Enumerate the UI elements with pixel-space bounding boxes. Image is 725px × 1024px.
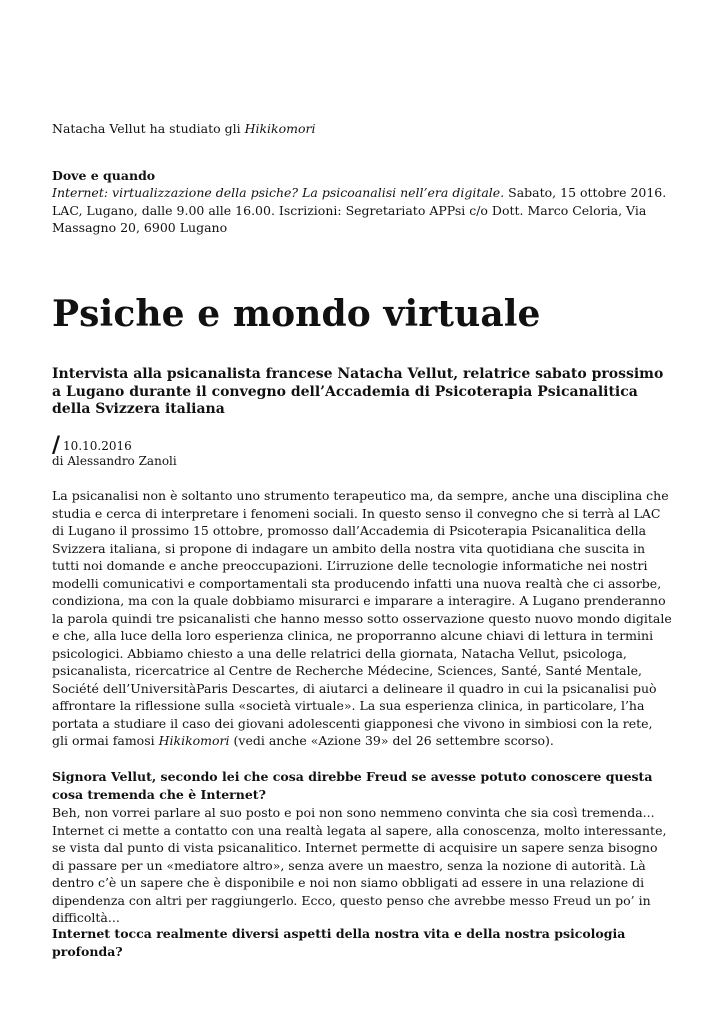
image-caption [52,120,672,138]
intro-text-end: (vedi anche «Azione 39» del 26 settembre scorso). [229,733,554,748]
interview-question-2: Internet tocca realmente diversi aspetti della nostra vita e della nostra psicologia profonda? [52,926,626,959]
article-byline: di Alessandro Zanoli [52,454,177,468]
where-when-details [52,184,672,237]
caption-italic: Hikikomori [244,121,316,136]
event-title: Internet: virtualizzazione della psiche? La psicoanalisi nell’era digitale. [52,185,505,200]
article-subtitle: Intervista alla psicanalista francese Natacha Vellut, relatrice sabato prossimo a Lugano durante il convegno dell’Accademia di Psicoterapia Psicanalitica della Svizzera italiana [52,366,664,417]
article-meta [52,432,672,469]
intro-italic: Hikikomori [158,733,230,748]
interview-question-1: Signora Vellut, secondo lei che cosa direbbe Freud se avesse potuto conoscere questa cosa tremenda che è Internet? [52,769,653,802]
caption-text: Natacha Vellut ha studiato gli [52,121,245,136]
article-date: 10.10.2016 [63,439,132,453]
event-details: Sabato, 15 ottobre 2016. LAC, Lugano, dalle 9.00 alle 16.00. Iscrizioni: Segretariato APPsi c/o Dott. Marco Celoria, Via Massagno 20, 6900 Lugano [52,185,667,235]
page-title: Psiche e mondo virtuale [52,293,541,335]
interview-answer-1: Beh, non vorrei parlare al suo posto e poi non sono nemmeno convinta che sia così tremenda... Internet ci mette a contatto con una realtà legata al sapere, alla conoscenza, molto interessante, se vista dal punto di vista psicanalitico. Internet permette di acquisire un sapere senza bisogno di passare per un «mediatore altro», senza avere un maestro, senza la nozione di autorità. Là dentro c’è un sapere che è disponibile e noi non siamo obbligati ad essere in una relazione di dipendenza con altri per raggiungerlo. Ecco, questo penso che avrebbe messo Freud un po’ in difficoltà... [52,805,667,925]
slash-mark: / [52,432,61,458]
where-when-heading: Dove e quando [52,168,156,183]
intro-paragraph [52,487,672,750]
intro-text: La psicanalisi non è soltanto uno strumento terapeutico ma, da sempre, anche una disciplina che studia e cerca di interpretare i fenomeni sociali. In questo senso il convegno che si terrà al LAC di Lugano il prossimo 15 ottobre, promosso dall’Accademia di Psicoterapia Psicanalitica della Svizzera italiana, si propone di indagare un ambito della nostra vita quotidiana che suscita in tutti noi domande e anche preoccupazioni. L’irruzione delle tecnologie informatiche nei nostri modelli comunicativi e comportamentali sta producendo infatti una nuova realtà che ci assorbe, condiziona, ma con la quale dobbiamo misurarci e imparare a interagire. A Lugano prenderanno la parola quindi tre psicanalisti che hanno messo sotto osservazione questo nuovo mondo digitale e che, alla luce della loro esperienza clinica, ne proporranno alcune chiavi di lettura in termini psicologici. Abbiamo chiesto a una delle relatrici della giornata, Natacha Vellut, psicologa, psicanalista, ricercatrice al Centre de Recherche Médecine, Sciences, Santé, Santé Mentale, Société dell’UniversitàParis Descartes, di aiutarci a delineare il quadro in cui la psicanalisi può affrontare la riflessione sulla «società virtuale». La sua esperienza clinica, in particolare, l’ha portata a studiare il caso dei giovani adolescenti giapponesi che vivono in simbiosi con la rete, gli ormai famosi [52,488,672,748]
